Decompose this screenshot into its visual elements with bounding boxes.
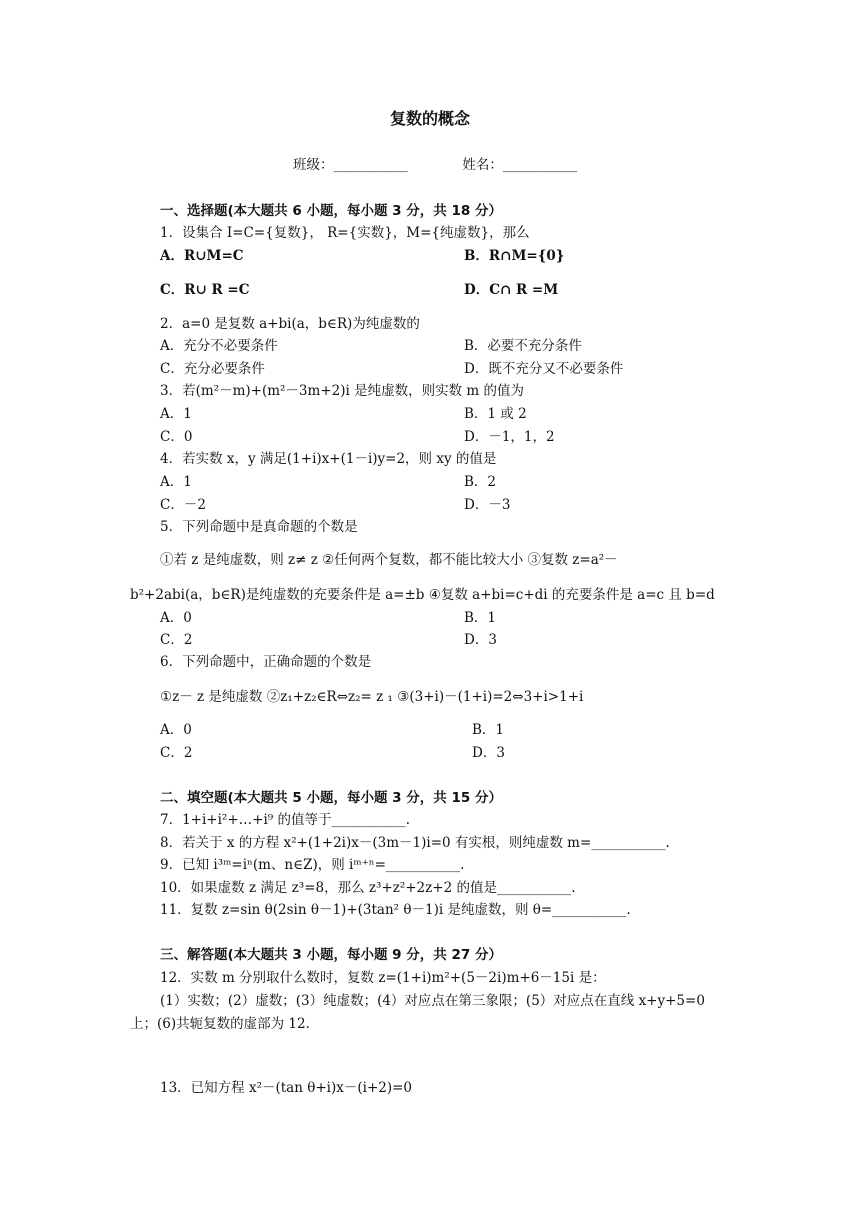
section-heading-choice: 一、选择题(本大题共 6 小题，每小题 3 分，共 18 分） xyxy=(160,203,502,219)
q6-option-a: A．0 xyxy=(160,722,192,738)
section-heading-solve: 三、解答题(本大题共 3 小题，每小题 9 分，共 27 分） xyxy=(160,947,502,963)
q10-text: 10．如果虚数 z 满足 z³=8，那么 z³+z²+2z+2 的值是___________. xyxy=(160,880,576,896)
q5-statement-line-1: ①若 z 是纯虚数，则 z≠ z ②任何两个复数，都不能比较大小 ③复数 z=a²－ xyxy=(160,552,618,568)
q3-stem: 3．若(m²－m)+(m²－3m+2)i 是纯虚数，则实数 m 的值为 xyxy=(160,383,524,399)
q5-option-c: C．2 xyxy=(160,632,193,648)
q2-option-b: B．必要不充分条件 xyxy=(464,338,582,354)
q2-option-a: A．充分不必要条件 xyxy=(160,338,278,354)
q5-option-a: A．0 xyxy=(160,610,192,626)
q12-stem: 12．实数 m 分别取什么数时，复数 z=(1+i)m²+(5－2i)m+6－15i 是： xyxy=(160,970,606,986)
q5-stem: 5．下列命题中是真命题的个数是 xyxy=(160,519,358,535)
q4-option-c: C．－2 xyxy=(160,497,206,513)
q3-option-d: D．－1，1，2 xyxy=(464,429,555,445)
q6-option-b: B．1 xyxy=(472,722,505,738)
q13-stem: 13．已知方程 x²－(tan θ+i)x－(i+2)=0 xyxy=(160,1080,413,1096)
q2-option-c: C．充分必要条件 xyxy=(160,361,265,377)
q3-option-b: B．1 或 2 xyxy=(464,406,527,422)
q5-option-d: D．3 xyxy=(464,632,497,648)
q1-stem: 1．设集合 I=C={复数}， R={实数}，M={纯虚数}，那么 xyxy=(160,225,530,241)
page-title: 复数的概念 xyxy=(389,109,470,128)
q5-statement-line-2: b²+2abi(a，b∈R)是纯虚数的充要条件是 a=±b ④复数 a+bi=c+di 的充要条件是 a=c 且 b=d xyxy=(130,587,715,603)
q2-option-d: D．既不充分又不必要条件 xyxy=(464,361,624,377)
q3-option-a: A．1 xyxy=(160,406,192,422)
q6-option-d: D．3 xyxy=(472,745,505,761)
q9-text: 9．已知 i³ᵐ=iⁿ(m、n∈Z)，则 iᵐ⁺ⁿ=___________. xyxy=(160,857,465,873)
q5-option-b: B．1 xyxy=(464,610,497,626)
q4-option-d: D．－3 xyxy=(464,497,511,513)
student-info-line xyxy=(293,153,613,173)
q12-parts-line-1: (1）实数；(2）虚数；(3）纯虚数；(4）对应点在第三象限；(5）对应点在直线 x+y+5=0 xyxy=(160,993,705,1009)
q3-option-c: C．0 xyxy=(160,429,193,445)
q7-text: 7．1+i+i²+…+i⁹ 的值等于___________. xyxy=(160,812,411,828)
q2-stem: 2．a=0 是复数 a+bi(a，b∈R)为纯虚数的 xyxy=(160,316,420,332)
q1-option-b: B．R∩M={0} xyxy=(464,248,565,264)
q6-stem: 6．下列命题中，正确命题的个数是 xyxy=(160,654,372,670)
class-field: 班级：___________ xyxy=(293,157,408,173)
q4-option-b: B．2 xyxy=(464,474,497,490)
q11-text: 11．复数 z=sin θ(2sin θ－1)+(3tan² θ－1)i 是纯虚数，则 θ=___________. xyxy=(160,902,631,918)
q8-text: 8．若关于 x 的方程 x²+(1+2i)x－(3m－1)i=0 有实根，则纯虚数 m=___________. xyxy=(160,835,670,851)
q12-parts-line-2: 上；(6)共轭复数的虚部为 12. xyxy=(130,1016,310,1032)
q4-stem: 4．若实数 x，y 满足(1+i)x+(1－i)y=2，则 xy 的值是 xyxy=(160,451,497,467)
q1-option-a: A．R∪M=C xyxy=(160,248,244,264)
q6-statement-line: ①z－ z 是纯虚数 ②z₁+z₂∈R⇔z₂= z ₁ ③(3+i)－(1+i)=2⇔3+i>1+i xyxy=(160,689,584,705)
q4-option-a: A．1 xyxy=(160,474,192,490)
q6-option-c: C．2 xyxy=(160,745,193,761)
section-heading-fill: 二、填空题(本大题共 5 小题，每小题 3 分，共 15 分） xyxy=(160,790,502,806)
q1-option-d: D．C∩ R =M xyxy=(464,282,559,298)
name-field: 姓名：___________ xyxy=(462,157,578,173)
q1-option-c: C．R∪ R =C xyxy=(160,282,250,298)
